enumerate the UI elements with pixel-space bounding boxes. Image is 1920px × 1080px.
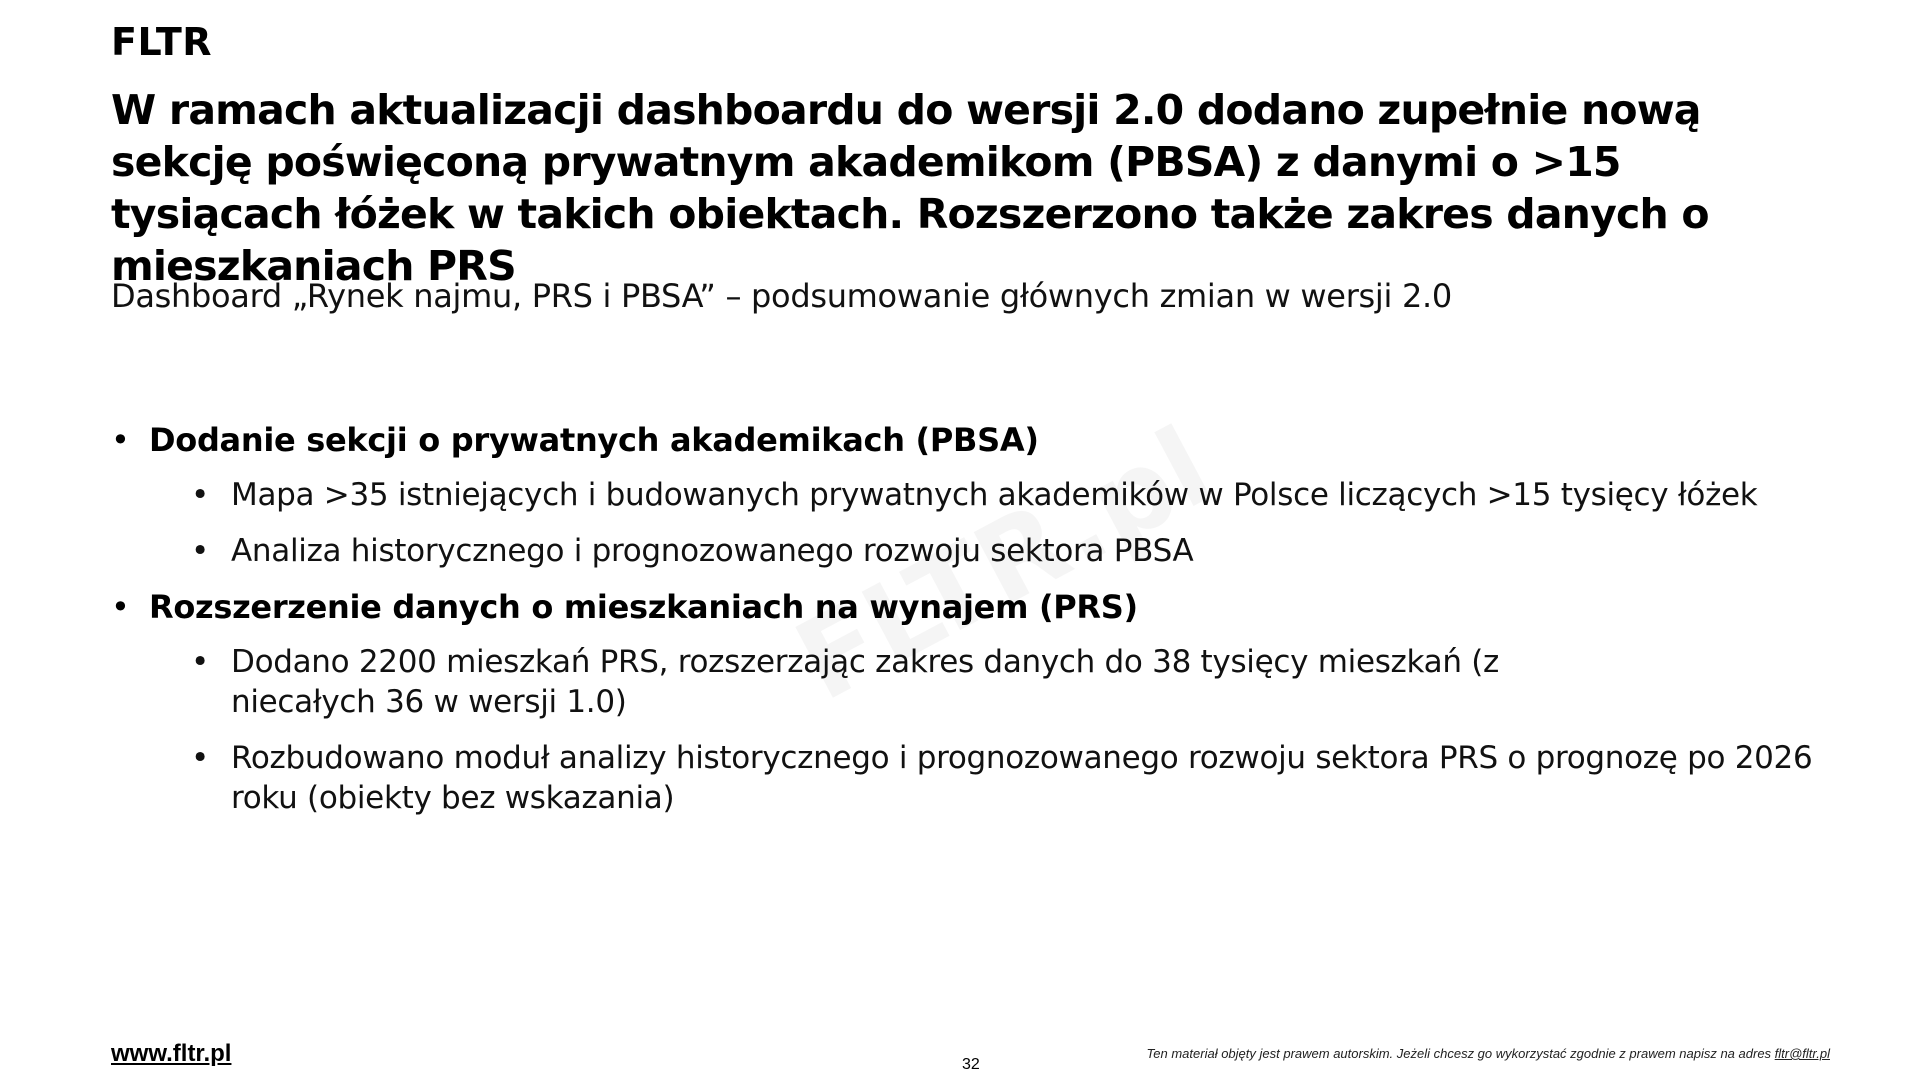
section-title: Dodanie sekcji o prywatnych akademikach (PBSA) — [149, 421, 1039, 459]
bullet-section-prs — [111, 587, 1831, 627]
list-item: • Rozbudowano moduł analizy historycznego i prognozowanego rozwoju sektora PRS o prognozę po 2026 roku (obiekty bez wskazania) — [111, 738, 1831, 818]
slide-headline: W ramach aktualizacji dashboardu do wersji 2.0 dodano zupełnie nową sekcję poświęconą prywatnym akademikom (PBSA) z danymi o >15 tysiącach łóżek w takich obiektach. Rozszerzono także zakres danych o mieszkaniach PRS — [111, 86, 1709, 290]
email-link[interactable]: fltr@fltr.pl — [1774, 1046, 1830, 1061]
brand-logo: FLTR — [111, 20, 213, 64]
list-item: • Mapa >35 istniejących i budowanych prywatnych akademików w Polsce liczących >15 tysięcy łóżek — [111, 475, 1831, 515]
bullet-list — [111, 420, 1831, 834]
slide-subtitle: Dashboard „Rynek najmu, PRS i PBSA” – podsumowanie głównych zmian w wersji 2.0 — [111, 277, 1452, 315]
copyright-text: Ten materiał objęty jest prawem autorskim. Jeżeli chcesz go wykorzystać zgodnie z prawem napisz na adres — [1146, 1046, 1772, 1061]
copyright-notice — [1147, 1046, 1830, 1061]
bullet-section-pbsa — [111, 420, 1831, 460]
sub-list-prs — [111, 642, 1831, 818]
sub-list-pbsa — [111, 475, 1831, 571]
page-number: 32 — [962, 1056, 980, 1073]
list-item: • Analiza historycznego i prognozowanego rozwoju sektora PBSA — [111, 531, 1831, 571]
section-title: Rozszerzenie danych o mieszkaniach na wynajem (PRS) — [149, 588, 1138, 626]
list-item: • Dodano 2200 mieszkań PRS, rozszerzając zakres danych do 38 tysięcy mieszkań (z niecałych 36 w wersji 1.0) — [111, 642, 1631, 722]
website-link[interactable]: www.fltr.pl — [111, 1040, 232, 1067]
